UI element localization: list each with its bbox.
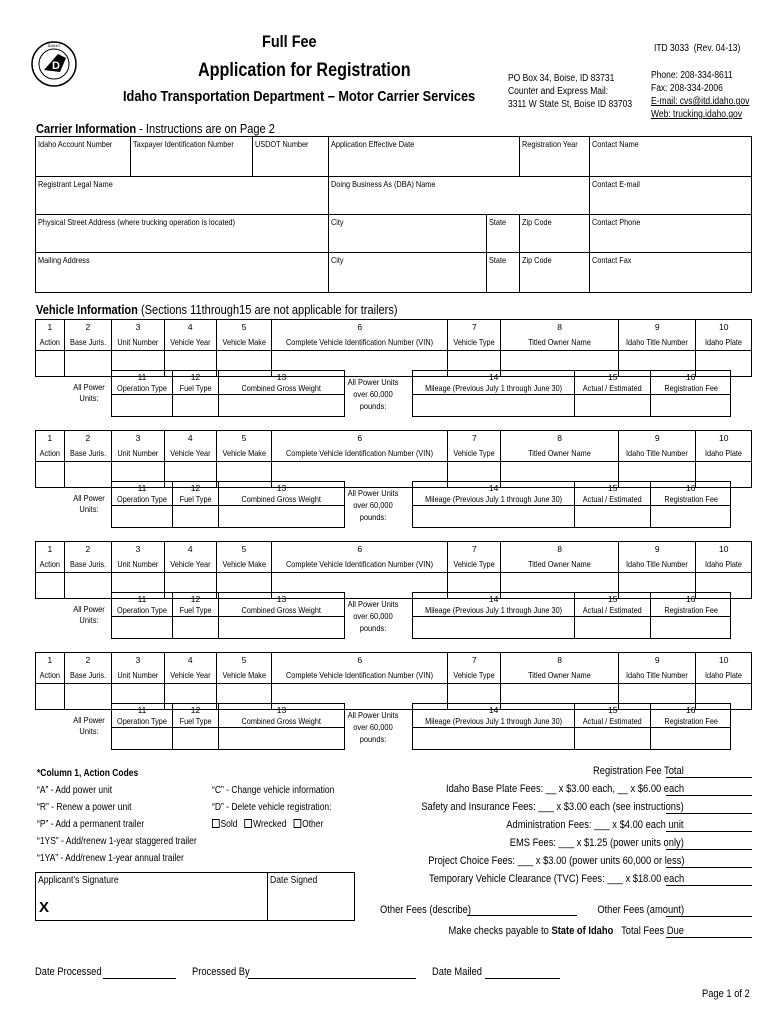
all-power-units-label: All Power Units:: [73, 715, 105, 736]
col-header: Fuel Type: [172, 383, 218, 395]
form-id: ITD 3033 (Rev. 04-13): [654, 43, 741, 54]
col-num: 13: [218, 704, 344, 716]
registration-year-field[interactable]: Registration Year: [519, 137, 589, 177]
vehicle-col-header: Vehicle Year: [164, 335, 216, 351]
vehicle-col-header: Vehicle Type: [448, 557, 501, 573]
registration-fee-input[interactable]: [651, 728, 731, 750]
project-line[interactable]: [666, 867, 752, 868]
contact-fax-field[interactable]: Contact Fax: [589, 253, 751, 293]
vehicle-info-heading: Vehicle Information (Sections 11through15 are not applicable for trailers): [36, 302, 398, 317]
project-choice-fees: Project Choice Fees: ___ x $3.00 (power units 60,000 or less): [427, 855, 684, 867]
vehicle-col-num: 2: [64, 542, 112, 558]
col-num: 15: [575, 482, 651, 494]
col-header: Mileage (Previous July 1 through June 30): [413, 716, 575, 728]
col-num: 15: [575, 371, 651, 383]
contact-email-field[interactable]: Contact E-mail: [589, 177, 751, 215]
itd-seal-logo: [30, 40, 78, 88]
mailing-city-field[interactable]: City: [329, 253, 486, 293]
gross-weight-input[interactable]: [218, 395, 344, 417]
processed-by-label: Processed By: [192, 966, 250, 978]
vehicle-col-num: 3: [112, 653, 165, 669]
vehicle-block-2: [35, 430, 752, 488]
action-codes-heading: *Column 1, Action Codes: [37, 768, 139, 779]
fuel-type-input[interactable]: [172, 728, 218, 750]
vehicle-col-header: Action: [36, 335, 65, 351]
vehicle-col-num: 4: [164, 431, 216, 447]
col-header: Operation Type: [112, 605, 173, 617]
idaho-account-number-field[interactable]: Idaho Account Number: [36, 137, 131, 177]
mileage-input[interactable]: [413, 728, 575, 750]
applicant-signature-field[interactable]: Applicant’s Signature X: [36, 873, 268, 921]
vehicle-col-header: Idaho Title Number: [619, 668, 696, 684]
power-unit-table-a: [111, 481, 345, 528]
col-num: 16: [651, 371, 731, 383]
all-power-units-label: All Power Units:: [73, 382, 105, 403]
power-unit-table-b: [412, 592, 731, 639]
vehicle-col-num: 1: [36, 542, 65, 558]
vehicle-col-num: 1: [36, 431, 65, 447]
all-power-units-label: All Power Units:: [73, 604, 105, 625]
mileage-input[interactable]: [413, 395, 575, 417]
signature-x-mark: X: [39, 899, 50, 916]
col-header: Actual / Estimated: [575, 716, 651, 728]
mileage-input[interactable]: [413, 617, 575, 639]
form-title: Application for Registration: [198, 60, 411, 81]
dba-field[interactable]: Doing Business As (DBA) Name: [329, 177, 589, 215]
vehicle-col-num: 2: [64, 653, 112, 669]
vehicle-col-header: Action: [36, 557, 65, 573]
vehicle-col-header: Idaho Title Number: [619, 335, 696, 351]
vehicle-col-num: 8: [501, 431, 619, 447]
vehicle-col-header: Titled Owner Name: [501, 557, 619, 573]
fuel-type-input[interactable]: [172, 617, 218, 639]
action-codes-list-2: “C” - Change vehicle information “D” - Delete vehicle registration: Sold Wrecked Other: [212, 782, 356, 833]
vehicle-col-header: Idaho Plate: [696, 557, 752, 573]
col-num: 12: [172, 371, 218, 383]
vehicle-col-num: 5: [216, 653, 272, 669]
vehicle-col-num: 9: [619, 320, 696, 336]
gross-weight-input[interactable]: [218, 506, 344, 528]
vehicle-col-num: 10: [696, 320, 752, 336]
svg-text:D: D: [52, 60, 60, 72]
vehicle-col-num: 3: [112, 542, 165, 558]
mailing-address-field[interactable]: Mailing Address: [36, 253, 329, 293]
vehicle-block-3: [35, 541, 752, 599]
legal-name-field[interactable]: Registrant Legal Name: [36, 177, 329, 215]
state-field[interactable]: State: [486, 215, 519, 253]
all-power-units-label: All Power Units:: [73, 493, 105, 514]
code-1ya: “1YA” - Add/renew 1-year annual trailer: [37, 853, 184, 864]
processed-by-line[interactable]: [248, 978, 416, 979]
vehicle-col-header: Idaho Plate: [696, 335, 752, 351]
col-header: Registration Fee: [651, 716, 731, 728]
code-1ys: “1YS” - Add/renew 1-year staggered trailer: [37, 836, 197, 847]
col-num: 14: [413, 482, 575, 494]
col-header: Operation Type: [112, 383, 173, 395]
registration-fee-input[interactable]: [651, 617, 731, 639]
vehicle-col-num: 8: [501, 542, 619, 558]
vehicle-col-header: Vehicle Type: [448, 446, 501, 462]
col-num: 11: [112, 371, 173, 383]
svg-text:IDAHO: IDAHO: [47, 43, 61, 48]
col-header: Fuel Type: [172, 605, 218, 617]
vehicle-col-num: 9: [619, 431, 696, 447]
col-num: 12: [172, 482, 218, 494]
vehicle-col-header: Idaho Plate: [696, 668, 752, 684]
power-unit-table-a: [111, 592, 345, 639]
over-60000-label: All Power Units over 60,000 pounds:: [347, 377, 399, 411]
vehicle-col-num: 4: [164, 653, 216, 669]
physical-address-field[interactable]: Physical Street Address (where trucking operation is located): [36, 215, 329, 253]
base-plate-fees: Idaho Base Plate Fees: __ x $3.00 each, __ x $6.00 each: [445, 783, 684, 795]
vehicle-col-num: 3: [112, 320, 165, 336]
col-num: 12: [172, 593, 218, 605]
col-header: Combined Gross Weight: [218, 716, 344, 728]
vehicle-col-num: 10: [696, 542, 752, 558]
vehicle-col-header: Action: [36, 446, 65, 462]
vehicle-col-header: Action: [36, 668, 65, 684]
power-unit-table-b: [412, 481, 731, 528]
vehicle-col-num: 10: [696, 431, 752, 447]
over-60000-label: All Power Units over 60,000 pounds:: [347, 488, 399, 522]
vehicle-col-header: Vehicle Year: [164, 557, 216, 573]
vehicle-col-header: Idaho Title Number: [619, 446, 696, 462]
col-header: Operation Type: [112, 494, 173, 506]
code-d: “D” - Delete vehicle registration:: [212, 802, 332, 813]
vehicle-col-header: Unit Number: [112, 668, 165, 684]
vehicle-input-cell[interactable]: [64, 462, 112, 488]
vehicle-col-num: 9: [619, 653, 696, 669]
col-num: 15: [575, 704, 651, 716]
mailing-state-field[interactable]: State: [486, 253, 519, 293]
vehicle-col-num: 3: [112, 431, 165, 447]
col-header: Operation Type: [112, 716, 173, 728]
over-60000-label: All Power Units over 60,000 pounds:: [347, 599, 399, 633]
vehicle-col-num: 8: [501, 320, 619, 336]
vehicle-col-header: Vehicle Make: [216, 335, 272, 351]
vehicle-col-header: Vehicle Type: [448, 335, 501, 351]
vehicle-col-header: Unit Number: [112, 446, 165, 462]
vehicle-col-header: Unit Number: [112, 335, 165, 351]
usdot-field[interactable]: USDOT Number: [253, 137, 329, 177]
col-header: Combined Gross Weight: [218, 494, 344, 506]
col-num: 11: [112, 593, 173, 605]
operation-type-input[interactable]: [112, 728, 173, 750]
col-header: Registration Fee: [651, 605, 731, 617]
col-num: 13: [218, 371, 344, 383]
vehicle-col-num: 7: [448, 653, 501, 669]
vehicle-col-num: 4: [164, 320, 216, 336]
vehicle-input-cell[interactable]: [64, 351, 112, 377]
form-title-fee: Full Fee: [262, 32, 317, 51]
over-60000-label: All Power Units over 60,000 pounds:: [347, 710, 399, 744]
col-num: 16: [651, 704, 731, 716]
registration-fee-input[interactable]: [651, 506, 731, 528]
department-title: Idaho Transportation Department – Motor Carrier Services: [123, 88, 476, 105]
date-mailed-label: Date Mailed: [432, 966, 482, 978]
safety-fees: Safety and Insurance Fees: ___ x $3.00 each (see instructions): [421, 801, 684, 813]
vehicle-col-num: 2: [64, 320, 112, 336]
carrier-info-heading: Carrier Information - Instructions are on Page 2: [36, 121, 275, 136]
col-header: Mileage (Previous July 1 through June 30): [413, 494, 575, 506]
vehicle-col-header: Titled Owner Name: [501, 668, 619, 684]
vehicle-block-1: [35, 319, 752, 377]
signature-table: [35, 872, 355, 921]
col-header: Fuel Type: [172, 494, 218, 506]
tin-field[interactable]: Taxpayer Identification Number: [131, 137, 253, 177]
vehicle-input-cell[interactable]: [64, 573, 112, 599]
date-signed-field[interactable]: Date Signed: [268, 873, 355, 921]
vehicle-col-num: 7: [448, 320, 501, 336]
actual-estimated-input[interactable]: [575, 395, 651, 417]
operation-type-input[interactable]: [112, 506, 173, 528]
col-num: 14: [413, 704, 575, 716]
vehicle-input-cell[interactable]: [36, 351, 65, 377]
carrier-info-table: [35, 136, 752, 293]
registration-fee-input[interactable]: [651, 395, 731, 417]
col-header: Fuel Type: [172, 716, 218, 728]
admin-fees: Administration Fees: ___ x $4.00 each unit: [506, 819, 684, 831]
vehicle-col-header: Complete Vehicle Identification Number (VIN): [272, 557, 448, 573]
vehicle-col-num: 5: [216, 542, 272, 558]
vehicle-col-num: 1: [36, 653, 65, 669]
base-plate-line[interactable]: [666, 795, 752, 796]
vehicle-col-num: 6: [272, 542, 448, 558]
page-number: Page 1 of 2: [702, 988, 750, 1000]
vehicle-col-num: 9: [619, 542, 696, 558]
power-unit-table-b: [412, 370, 731, 417]
actual-estimated-input[interactable]: [575, 617, 651, 639]
col-num: 12: [172, 704, 218, 716]
contact-phone-field[interactable]: Contact Phone: [589, 215, 751, 253]
fuel-type-input[interactable]: [172, 506, 218, 528]
fuel-type-input[interactable]: [172, 395, 218, 417]
col-header: Combined Gross Weight: [218, 605, 344, 617]
col-num: 13: [218, 482, 344, 494]
sold-checkbox[interactable]: [212, 819, 220, 828]
col-num: 15: [575, 593, 651, 605]
vehicle-col-header: Complete Vehicle Identification Number (VIN): [272, 446, 448, 462]
col-header: Mileage (Previous July 1 through June 30): [413, 383, 575, 395]
admin-line[interactable]: [666, 831, 752, 832]
vehicle-col-num: 5: [216, 431, 272, 447]
vehicle-col-num: 6: [272, 320, 448, 336]
date-mailed-line[interactable]: [485, 978, 560, 979]
zip-field[interactable]: Zip Code: [519, 215, 589, 253]
vehicle-col-header: Titled Owner Name: [501, 335, 619, 351]
mileage-input[interactable]: [413, 506, 575, 528]
vehicle-col-header: Vehicle Year: [164, 668, 216, 684]
mailing-zip-field[interactable]: Zip Code: [519, 253, 589, 293]
code-r: “R” - Renew a power unit: [37, 802, 132, 813]
tvc-fees: Temporary Vehicle Clearance (TVC) Fees: ___ x $18.00 each: [428, 873, 684, 885]
vehicle-col-header: Idaho Title Number: [619, 557, 696, 573]
col-header: Registration Fee: [651, 383, 731, 395]
col-num: 14: [413, 593, 575, 605]
actual-estimated-input[interactable]: [575, 506, 651, 528]
other-fees-amount-line[interactable]: [666, 916, 752, 917]
vehicle-col-header: Base Juris.: [64, 668, 112, 684]
vehicle-col-num: 7: [448, 542, 501, 558]
ems-fees: EMS Fees: ___ x $1.25 (power units only): [509, 837, 684, 849]
vehicle-col-header: Complete Vehicle Identification Number (VIN): [272, 668, 448, 684]
power-unit-table-a: [111, 703, 345, 750]
col-header: Combined Gross Weight: [218, 383, 344, 395]
fee-total-label: Registration Fee Total: [593, 765, 684, 777]
other-fees-amount-label: Other Fees (amount): [597, 904, 684, 916]
vehicle-col-header: Vehicle Make: [216, 668, 272, 684]
effective-date-field[interactable]: Application Effective Date: [329, 137, 519, 177]
vehicle-col-header: Base Juris.: [64, 557, 112, 573]
other-fees-describe-line[interactable]: [467, 915, 577, 916]
vehicle-col-num: 6: [272, 653, 448, 669]
mailing-address-block: PO Box 34, Boise, ID 83731 Counter and Express Mail: 3311 W State St, Boise ID 83703: [508, 73, 633, 110]
ems-line[interactable]: [666, 849, 752, 850]
col-header: Actual / Estimated: [575, 383, 651, 395]
contact-name-field[interactable]: Contact Name: [589, 137, 751, 177]
other-fees-describe: Other Fees (describe): [380, 904, 471, 916]
code-p: “P” - Add a permanent trailer: [37, 819, 145, 830]
date-processed-label: Date Processed: [35, 966, 102, 978]
vehicle-col-header: Vehicle Type: [448, 668, 501, 684]
power-unit-table-a: [111, 370, 345, 417]
fee-total-line[interactable]: [666, 777, 752, 778]
col-header: Actual / Estimated: [575, 605, 651, 617]
col-num: 11: [112, 482, 173, 494]
col-num: 16: [651, 482, 731, 494]
total-due-line[interactable]: [666, 937, 752, 938]
power-unit-table-b: [412, 703, 731, 750]
gross-weight-input[interactable]: [218, 617, 344, 639]
operation-type-input[interactable]: [112, 395, 173, 417]
total-due-row: Make checks payable to State of Idaho Total Fees Due: [448, 925, 684, 937]
vehicle-input-cell[interactable]: [64, 684, 112, 710]
vehicle-col-header: Vehicle Year: [164, 446, 216, 462]
vehicle-col-header: Base Juris.: [64, 446, 112, 462]
city-field[interactable]: City: [329, 215, 486, 253]
col-header: Registration Fee: [651, 494, 731, 506]
code-c: “C” - Change vehicle information: [212, 785, 335, 796]
other-checkbox[interactable]: [294, 819, 302, 828]
contact-block: Phone: 208-334-8611 Fax: 208-334-2006 E-mail: cvs@itd.idaho.gov Web: trucking.idaho.gov: [651, 70, 750, 120]
col-num: 13: [218, 593, 344, 605]
vehicle-col-num: 5: [216, 320, 272, 336]
operation-type-input[interactable]: [112, 617, 173, 639]
col-num: 16: [651, 593, 731, 605]
vehicle-block-4: [35, 652, 752, 710]
vehicle-input-cell[interactable]: [36, 684, 65, 710]
vehicle-col-num: 7: [448, 431, 501, 447]
vehicle-col-header: Vehicle Make: [216, 557, 272, 573]
vehicle-col-header: Vehicle Make: [216, 446, 272, 462]
vehicle-col-header: Base Juris.: [64, 335, 112, 351]
safety-line[interactable]: [666, 813, 752, 814]
code-a: “A” - Add power unit: [37, 785, 113, 796]
col-header: Mileage (Previous July 1 through June 30): [413, 605, 575, 617]
vehicle-col-header: Titled Owner Name: [501, 446, 619, 462]
vehicle-col-header: Unit Number: [112, 557, 165, 573]
col-header: Actual / Estimated: [575, 494, 651, 506]
vehicle-col-num: 6: [272, 431, 448, 447]
vehicle-col-num: 1: [36, 320, 65, 336]
vehicle-col-num: 8: [501, 653, 619, 669]
col-num: 14: [413, 371, 575, 383]
vehicle-input-cell[interactable]: [36, 462, 65, 488]
date-processed-line[interactable]: [103, 978, 176, 979]
vehicle-col-header: Idaho Plate: [696, 446, 752, 462]
gross-weight-input[interactable]: [218, 728, 344, 750]
vehicle-input-cell[interactable]: [36, 573, 65, 599]
action-codes-list: [37, 765, 225, 867]
vehicle-col-num: 4: [164, 542, 216, 558]
wrecked-checkbox[interactable]: [245, 819, 253, 828]
tvc-line[interactable]: [666, 885, 752, 886]
vehicle-col-num: 10: [696, 653, 752, 669]
vehicle-col-num: 2: [64, 431, 112, 447]
col-num: 11: [112, 704, 173, 716]
vehicle-col-header: Complete Vehicle Identification Number (VIN): [272, 335, 448, 351]
actual-estimated-input[interactable]: [575, 728, 651, 750]
